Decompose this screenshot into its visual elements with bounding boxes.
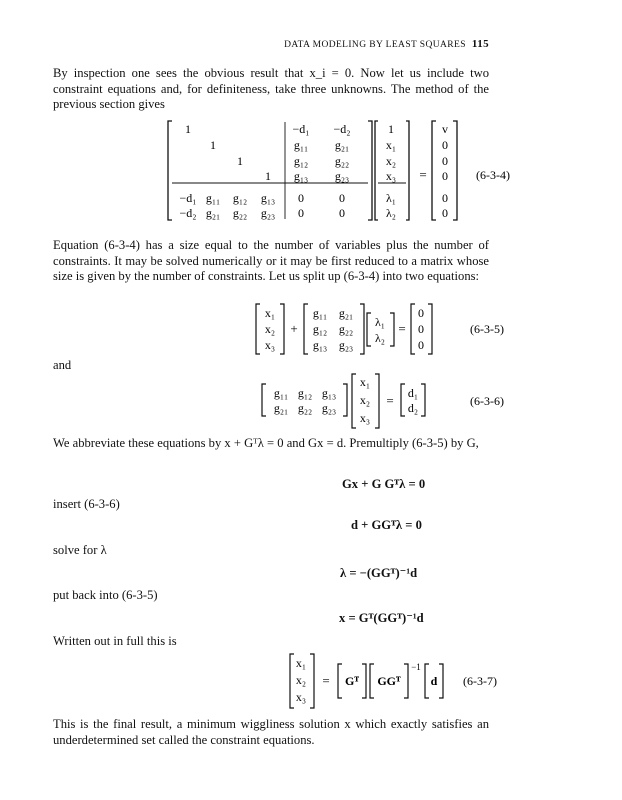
equation-inserted: d + GGᵀλ = 0 — [351, 518, 422, 532]
rhs-cell: 0 — [442, 154, 448, 168]
unknown-cell: λ₁ — [385, 191, 397, 205]
vector-d-cell: d₂ — [407, 401, 419, 415]
label-insert: insert (6-3-6) — [53, 497, 120, 511]
gt-matrix-cell: g₂₃ — [338, 338, 354, 352]
lambda-cell: λ₁ — [374, 315, 386, 329]
label-solve: solve for λ — [53, 543, 107, 557]
vector-x-cell: x₃ — [264, 338, 276, 352]
gt-matrix-cell: g₂₂ — [338, 322, 354, 336]
matrix-cell: g₂₃ — [260, 206, 276, 220]
unknown-cell: x₁ — [385, 138, 397, 152]
matrix-cell: g₂₃ — [334, 169, 350, 183]
equation-number-6-3-6: (6-3-6) — [470, 394, 504, 408]
matrix-cell: 0 — [298, 191, 304, 205]
vector-x-cell: x₁ — [264, 306, 276, 320]
vector-x-cell: x₁ — [295, 656, 307, 670]
equals-sign: = — [419, 167, 427, 182]
ggt-block: GGᵀ — [377, 674, 401, 688]
matrix-cell: 0 — [339, 206, 345, 220]
vector-x-cell: x₂ — [264, 322, 276, 336]
equals-sign: = — [398, 321, 406, 336]
running-title: DATA MODELING BY LEAST SQUARES — [284, 40, 466, 50]
vector-x-cell: x₁ — [359, 375, 371, 389]
equation-number-6-3-4: (6-3-4) — [476, 168, 510, 182]
vector-x-cell: x₂ — [359, 393, 371, 407]
vector-x-cell: x₃ — [359, 411, 371, 425]
equals-sign: = — [322, 673, 330, 688]
running-header — [284, 38, 489, 50]
label-put-back: put back into (6-3-5) — [53, 588, 158, 602]
paragraph-final: This is the final result, a minimum wiggliness solution x which exactly satisfies an underdetermined set called the constraint equations. — [53, 717, 489, 747]
gt-matrix-cell: g₁₁ — [312, 306, 328, 320]
gt-matrix-cell: g₂₁ — [338, 306, 354, 320]
inverse-superscript: −1 — [411, 662, 421, 672]
g-matrix-cell: g₂₂ — [297, 401, 313, 415]
equation-number-6-3-7: (6-3-7) — [463, 674, 497, 688]
vector-x-cell: x₃ — [295, 690, 307, 704]
page-number: 115 — [471, 38, 489, 50]
g-matrix-cell: g₂₃ — [321, 401, 337, 415]
g-matrix-cell: g₁₁ — [273, 386, 289, 400]
equation-premultiplied: Gx + G Gᵀλ = 0 — [342, 477, 426, 491]
zero-cell: 0 — [418, 322, 424, 336]
label-written: Written out in full this is — [53, 634, 177, 648]
paragraph-intro: By inspection one sees the obvious result that x_i = 0. Now let us include two constraint equations and, for definiteness, take three unknowns. The method of the previous section gives — [53, 66, 489, 112]
gt-block: Gᵀ — [345, 674, 359, 688]
rhs-cell: v — [442, 122, 448, 136]
equation-solution: x = Gᵀ(GGᵀ)⁻¹d — [339, 611, 424, 625]
matrix-cell: g₁₁ — [293, 138, 309, 152]
unknown-cell: x₂ — [385, 154, 397, 168]
g-matrix-cell: g₂₁ — [273, 401, 289, 415]
matrix-cell: g₁₂ — [293, 154, 309, 168]
equation-number-6-3-5: (6-3-5) — [470, 322, 504, 336]
paragraph-size: Equation (6-3-4) has a size equal to the number of variables plus the number of constraints. It may be solved numerically or it may be first reduced to a matrix whose size is given by the number of constraints. Let us split up (6-3-4) into two equations: — [53, 238, 489, 284]
equation-lambda: λ = −(GGᵀ)⁻¹d — [340, 566, 418, 580]
matrix-cell: −d₂ — [333, 122, 351, 136]
equals-sign: = — [386, 393, 394, 408]
matrix-cell: −d₂ — [179, 206, 197, 220]
matrix-cell: 1 — [185, 122, 191, 136]
matrix-cell: 1 — [265, 169, 271, 183]
vector-d-cell: d₁ — [407, 386, 419, 400]
matrix-cell: 0 — [298, 206, 304, 220]
rhs-cell: 0 — [442, 138, 448, 152]
matrix-cell: g₁₂ — [232, 191, 248, 205]
unknown-cell: 1 — [388, 122, 394, 136]
matrix-cell: 1 — [237, 154, 243, 168]
equation-6-3-4 — [0, 118, 622, 228]
matrix-cell: g₂₂ — [334, 154, 350, 168]
matrix-cell: 0 — [339, 191, 345, 205]
gt-matrix-cell: g₁₃ — [312, 338, 328, 352]
equation-6-3-7 — [0, 652, 622, 714]
d-block: d — [430, 674, 438, 688]
rhs-cell: 0 — [442, 206, 448, 220]
rhs-cell: 0 — [442, 191, 448, 205]
plus-sign: + — [290, 321, 298, 336]
matrix-cell: g₂₁ — [334, 138, 350, 152]
gt-matrix-cell: g₁₂ — [312, 322, 328, 336]
zero-cell: 0 — [418, 338, 424, 352]
paragraph-abbreviate: We abbreviate these equations by x + Gᵀλ = 0 and Gx = d. Premultiply (6-3-5) by G, — [53, 436, 479, 450]
unknown-cell: x₃ — [385, 169, 397, 183]
g-matrix-cell: g₁₂ — [297, 386, 313, 400]
label-and: and — [53, 358, 72, 372]
matrix-cell: g₂₁ — [205, 206, 221, 220]
vector-x-cell: x₂ — [295, 673, 307, 687]
equation-6-3-5 — [0, 302, 622, 360]
matrix-cell: −d₁ — [179, 191, 197, 205]
matrix-cell: g₁₁ — [205, 191, 221, 205]
unknown-cell: λ₂ — [385, 206, 397, 220]
matrix-cell: g₂₂ — [232, 206, 248, 220]
matrix-cell: −d₁ — [292, 122, 310, 136]
rhs-cell: 0 — [442, 169, 448, 183]
matrix-cell: g₁₃ — [293, 169, 309, 183]
equation-6-3-6 — [0, 372, 622, 436]
lambda-cell: λ₂ — [374, 331, 386, 345]
matrix-cell: g₁₃ — [260, 191, 276, 205]
g-matrix-cell: g₁₃ — [321, 386, 337, 400]
matrix-cell: 1 — [210, 138, 216, 152]
zero-cell: 0 — [418, 306, 424, 320]
